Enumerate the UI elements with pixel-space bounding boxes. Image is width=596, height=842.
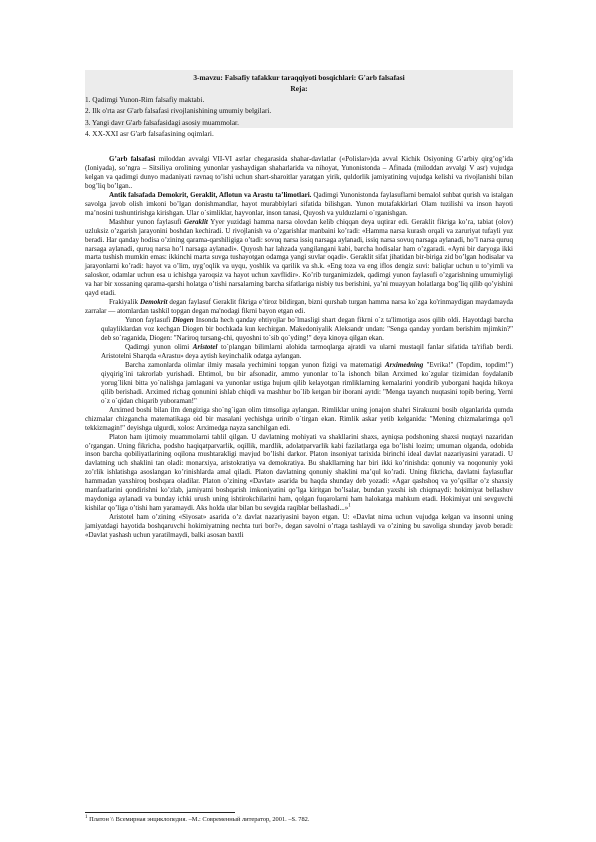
footnote-divider	[85, 812, 235, 813]
paragraph-archimedes: Barcha zamonlarda olimlar ilmiy masala yechimini topgan yunon fizigi va matematigi Arximedning "Evrika!" (Topdim, topdim!") qiyqirig`ini takrorlab yurishadi. Ehtimol, bu bir afsonadir, ammo yunonlar to`la ishonch bilan Arximed ko`zgular tizimidan foydalanib yorug`likni bitta yo`nalishga jamlagani va yunonlar ustiga hujum qilib kelayotgan rimliklarning kemalarini yondirib yuborgani haqida hikoya qilib berishadi. Arximed richag qonunini ishlab chiqdi va mashhur bo`lib ketgan bir iborani aytdi: "Menga tayanch nuqtasini topib bering, Yerni o`z o`qidan chiqarib yuboraman!"	[101, 360, 514, 405]
page-title: 3-mavzu: Falsafiy tafakkur taraqqiyoti bosqichlari: G'arb falsafasi	[193, 73, 405, 82]
paragraph-western-philosophy: G’arb falsafasi miloddan avvalgi VII-VI asrlar chegarasida shahar-davlatlar («Polislar»)da avval Kichik Osiyoning G’arbiy qirg’og’ida (Ioniyada), so’ngra – Sitsiliya orolining yunonlar yashaydigan shaharlarida va nihoyat, Yunonistonda – Afinada (miloddan avvalgi V asr) vujudga kelgan va qadimgi dunyo madaniyati ravnaq to’ishi uchun shart-sharoitlar yaratgan yirik, quldorlik jamiyatining vujudga kelishi va rivojlanishi bilan bog’liq bo’lgan..	[85, 155, 513, 190]
paragraph-plato: Platon ham ijtimoiy muammolarni tahlil qilgan. U davlatning mohiyati va shakllarini shaxs, ayniqsa podshoning shaxsi nuqtayi nazaridan o’rgangan. Uning fikricha, podsho haqiqatparvarlik, oqillik, mardlik, adolatparvarlik kabi fazilatlarga ega bo’lishi lozim; umuman olganda, odobida inson barcha qobiliyatlarining oqilona mushtarakligi mavjud bo’lishi darkor. Platon insoniyat tarixida birinchi ideal davlat nazariyasini yaratadi. U davlatning uch shaklini tan oladi: monarxiya, aristokratiya va demokratiya. Bu shakllarning har biri ikki ko’rinishda: qonuniy va noqonuniy yoki zo’rlik ishlatishga asoslangan ko’rinishlarda amal qiladi. Platon davlatning qonuniy shaklini ma’qul ko’radi. Uning fikricha, davlatni faylasuflar hammadan yaxshiroq boshqara oladilar. Platon o’zining «Davlat» asarida bu haqda shunday deb yozadi: «Agar qashshoq va yo’qsillar o’z shaxsiy manfaatlarini qondirishni ko’zlab, jamiyatni boshqarish imkoniyatini qo’lga kiritgan bo’lsalar, bundan yaxshi ish chiqmaydi: hokimiyat bellashuv maydoniga aylanadi va bunday ichki urush uning ishtirokchilarini ham, qolgan fuqarolarni ham halokatga mahkum etadi. Hokimiyat uni sevguvchi kishilar qo’liga o’tishi ham yaramaydi. Aks holda ular bilan bu sevgida raqiblar bellashadi...»$^1$	[85, 432, 513, 513]
plan-heading: Reja:	[290, 84, 308, 93]
plan-list	[85, 94, 513, 140]
body-text	[85, 155, 513, 540]
footnote	[85, 816, 513, 824]
paragraph-democritus: Frakiyalik Demokrit degan faylasuf Geraklit fikriga e’tiroz bildirgan, bizni qurshab turgan hamma narsa ko`zga ko'rinmaydigan maydamayda zarralar — atomlardan tashkil topgan degan ma'nodagi fikrni bayon etgan edi.	[85, 298, 514, 316]
name-diogenes: Diogen	[172, 316, 194, 325]
plan-item: 4. XX-XXI asr G'arb falsafasining oqimlari.	[85, 129, 214, 139]
paragraph-archimedes-death: Arximed boshi bilan ilm dengiziga sho`ng`igan olim timsoliga aylangan. Rimliklar uning jonajon shahri Sirakuzni bosib olganlarida qumda chizmalar chizgancha matematikaga oid bir masalani yechishga urinib o`tirgan ekan. Rimlik askar yetib kelganida: "Mening chizmalarimga qo'l tekkizmagin!" deyishga ulgurdi, xolos: Arximedga nayza sanchilgan edi.	[85, 405, 513, 432]
paragraph-aristotle-politics: Aristotel ham o’zining «Siyosat» asarida o’z davlat nazariyasini bayon etgan. U: «Davlat nima uchun vujudga kelgan va insonni uning jamiyatdagi hayotida boshqaruvchi hokimiyatning nechta turi bor?», degan savolni o’rtaga tashlaydi va o’zining bu savoliga shunday javob beradi: «Davlat yashash uchun yaratilmaydi, balki asosan baxtli	[85, 513, 513, 540]
footnote-text: Платон \\ Всемирная энциклопедия. –М.: Современный литератор, 2001. –S. 782.	[87, 816, 310, 823]
section-heading: Antik falsafada Demokrit, Geraklit, Aflotun va Arastu ta’limotlari.	[109, 190, 312, 199]
footnote-ref[interactable]: 1	[348, 503, 351, 509]
term-gharb-falsafasi: G’arb falsafasi	[109, 155, 156, 163]
footnote-number: 1	[85, 814, 88, 820]
name-archimedes: Arximedning	[384, 360, 424, 369]
paragraph-aristotle: Qadimgi yunon olimi Aristotel to`plangan bilimlarni alohida tarmoqlarga ajratdi va ularni mustaqil fanlar sifatida ta'rifiab berdi. Aristotelni Sharqda «Arastu» deya aytish keyinchalik odatga aylangan.	[101, 343, 513, 360]
name-aristotle: Aristotel	[192, 343, 218, 352]
plan-item: 3. Yangi davr G'arb falsafasidagi asosiy muammolar.	[85, 117, 239, 127]
plan-item: 2. Ilk o'rta asr G'arb falsafasi rivojlanishining umumiy belgilari.	[85, 106, 272, 116]
paragraph-diogenes: Yunon faylasufi Diogen Insonda hech qanday ehtiyojlar bo`lmasligi shart degan fikrni o`z ta'limotiga asos qilib oldi. Hayotdagi barcha qulayliklardan voz kechgan Diogen bir bochkada kun kechirgan. Makedoniyalik Aleksandr undan: "Senga qanday yordam berishim mjimkin?" deb so`raganida, Diogen: "Narіroq tursang-chi, quyoshni to`sib qo`yding!" deya kinoya qilgan ekan.	[101, 316, 513, 343]
paragraph-heraclitus: Mashhur yunon faylasufi Geraklit Yyer yuzidagi hamma narsa olovdan kelib chiqqan deya uqtirar edi. Geraklit fikriga ko’ra, tabiat (olov) uzluksiz o’zgarish jarayonini boshdan kechiradi. U rivojlanish va o’zgarishlar manbaini ko’radi: «Hamma narsa kurash orqali va zaruriyat tufayli yuz beradi. Har qanday hodisa o’zining qarama-qarshiligiga o’tadi: sovuq narsa issiq narsaga aylanadi, issiq narsa sovuq narsaga aylanadi, ho’l narsa quruq narsaga aylanadi, quruq narsa ho’l narsaga aylanadi». Quyosh har lahzada yangilangani kabi, barcha hodisalar ham o’zgaradi. «Ayni bir daryoga ikki marta tushish mumkin emas: ikkinchi marta suvga tushayotgan odamga yangi suvlar oqadi». Geraklit sifat jihatidan bir-biriga zid bo’lgan hodisalar va jarayonlarni ko’radi: hayot va o’lim, uyg’oqlik va uyqu, yoshlik va qarilik va sh.k. «Eng toza va eng iflos dengiz suvi: baliqlar uchun u to’yimli va saloskor, odamlar uchun esa u ichishga yaroqsiz va hayot uchun xavflidir». Ko’rib turganimizdek, qadimgi yunon faylasufi o’zgarishning umumiyligi va har bir xossaning qarama-qarshi holatga o’tishi narsalarning barcha sifatlariga nisbiy tus berishini, ya’ni muayyan holatlarga bog’liq qilib qo’yishini qayd etadi.	[85, 217, 513, 298]
name-democritus: Demokrit	[140, 298, 168, 307]
plan-item: 1. Qadimgi Yunon-Rim falsafiy maktabi.	[85, 95, 205, 104]
paragraph-antique-philosophy: Antik falsafada Demokrit, Geraklit, Aflotun va Arastu ta’limotlari. Qadimgi Yunonistonda faylasuflarni bemalol suhbat qurish va istalgan savolga javob olish imkoni bo’lgan donishmandlar, hayot murabbiylari sifatida bilishgan. Yunon mutafakkirlari Olam tuzilishi va inson hayoti ma’nosini tushuntirishga kirishgan. Ular o`simliklar, hayvonlar, inson tanasi, Quyosh va yulduzlarni o`rganishgan.	[85, 190, 513, 217]
name-heraclitus: Geraklit	[184, 217, 208, 226]
